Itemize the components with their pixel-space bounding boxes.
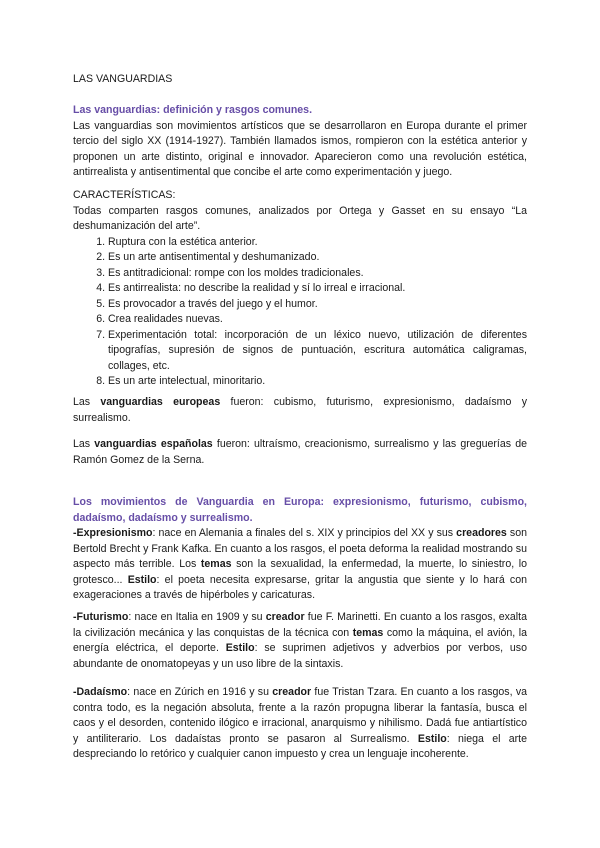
european-vanguards-paragraph: Las vanguardias europeas fueron: cubismo, futurismo, expresionismo, dadaísmo y surrealismo. [73, 396, 527, 424]
list-item: 6. Crea realidades nuevas. [108, 312, 527, 328]
characteristics-list [73, 235, 527, 390]
section-heading: Los movimientos de Vanguardia en Europa: expresionismo, futurismo, cubismo, dadaísmo, dadaísmo y surrealismo. [73, 496, 527, 524]
list-item: 5. Es provocador a través del juego y el humor. [108, 297, 527, 313]
document-title: LAS VANGUARDIAS [73, 73, 173, 85]
list-item: 1. Ruptura con la estética anterior. [108, 235, 527, 251]
characteristics-intro: Todas comparten rasgos comunes, analizados por Ortega y Gasset en su ensayo “La deshumanización del arte”. [73, 204, 527, 232]
section-movements [73, 495, 527, 604]
bold-term: vanguardias españolas [94, 438, 213, 450]
section-heading: Las vanguardias: definición y rasgos comunes. [73, 104, 313, 116]
dadaismo-paragraph: -Dadaísmo: nace en Zúrich en 1916 y su creador fue Tristan Tzara. En cuanto a los rasgos, va contra todo, es la negación absoluta, frente a la razón propugna liberar la fantasía, busca el caos y el desorden, contenido ilógico e irracional, anarquismo y nihilismo. Dadá fue antiartístico y antiliterario. Los dadaístas pronto se pasaron al Surrealismo. Estilo: niega el arte despreciando lo retórico y cualquier canon impuesto y crea un lenguaje incoherente. [73, 686, 528, 760]
characteristics-heading: CARACTERÍSTICAS: [73, 189, 176, 201]
definition-paragraph: Las vanguardias son movimientos artísticos que se desarrollaron en Europa durante el primer tercio del siglo XX (1914-1927). También llamados ismos, rompieron con la estética anterior y proponen un arte distinto, original e innovador. Aparecieron como una revolución estética, antirrealista y antisentimental que concibe el arte como experimentación y juego. [73, 119, 527, 178]
futurismo-paragraph: -Futurismo: nace en Italia en 1909 y su creador fue F. Marinetti. En cuanto a los rasgos, exalta la civilización mecánica y las conquistas de la técnica con temas como la máquina, el avión, la energía eléctrica, el deporte. Estilo: se suprimen adjetivos y adverbios por verbos, uso abundante de onomatopeyas y un uso libre de la sintaxis. [73, 611, 527, 670]
section-definition [73, 103, 527, 181]
expresionismo-paragraph: -Expresionismo: nace en Alemania a finales del s. XIX y principios del XX y sus creadores son Bertold Brecht y Frank Kafka. En cuanto a los rasgos, el poeta deforma la realidad mostrando su aspecto más terrible. Los temas son la sexualidad, la enfermedad, la muerte, lo siniestro, lo grotesco... Estilo: el poeta necesita expresarse, gritar la angustia que siente y lo hará con exageraciones a través de hipérboles y caricaturas. [73, 527, 527, 601]
section-characteristics [73, 188, 527, 390]
spanish-vanguards-paragraph: Las vanguardias españolas fueron: ultraísmo, creacionismo, surrealismo y las greguerías de Ramón Gomez de la Serna. [73, 438, 528, 466]
bold-term: vanguardias europeas [100, 396, 221, 408]
list-item: 7. Experimentación total: incorporación de un léxico nuevo, utilización de diferentes tipografías, supresión de signos de puntuación, escritura automática caligramas, collages, etc. [108, 328, 527, 375]
list-item: 4. Es antirrealista: no describe la realidad y sí lo irreal e irracional. [108, 281, 527, 297]
list-item: 3. Es antitradicional: rompe con los moldes tradicionales. [108, 266, 527, 282]
list-item: 8. Es un arte intelectual, minoritario. [108, 374, 527, 390]
list-item: 2. Es un arte antisentimental y deshumanizado. [108, 250, 527, 266]
